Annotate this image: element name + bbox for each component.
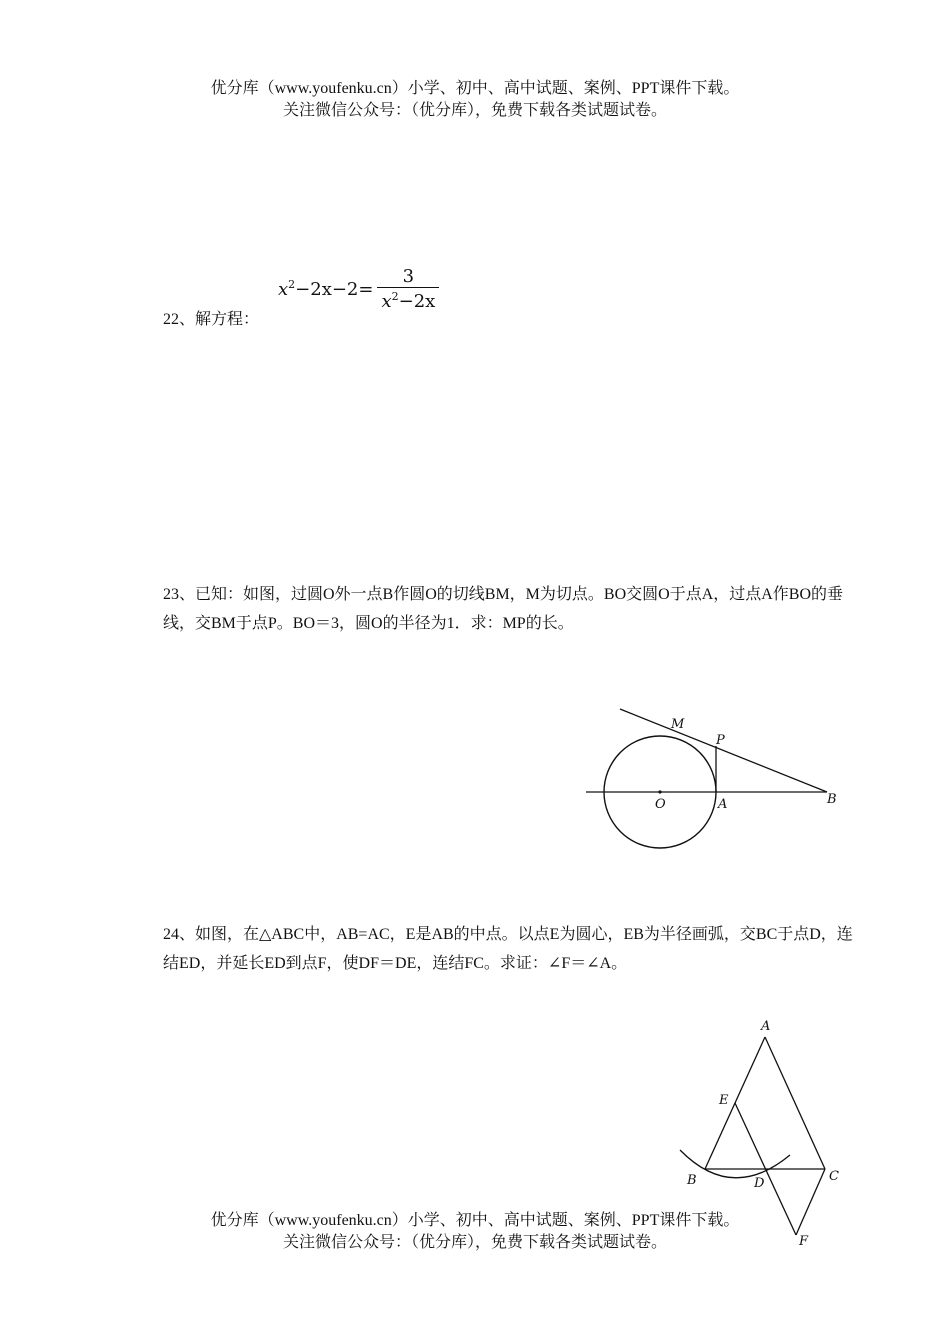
label-e: E [719, 1093, 729, 1108]
label-b-24: B [687, 1173, 697, 1188]
eq-den-exp: 2 [391, 290, 399, 303]
label-a-24: A [761, 1019, 771, 1034]
eq-lhs-x: x [278, 279, 289, 300]
tangent-bm [620, 709, 827, 792]
equation-22 [278, 266, 439, 312]
label-o: O [655, 797, 666, 812]
eq-lhs-exp: 2 [288, 278, 296, 291]
label-b: B [827, 792, 837, 807]
eq-lhs [278, 278, 373, 300]
eq-den-x: x [381, 291, 392, 312]
label-d: D [754, 1176, 765, 1191]
question-22-label: 22、解方程： [163, 311, 260, 328]
center-point-o [658, 790, 661, 793]
header-line-1: 优分库（www.youfenku.cn）小学、初中、高中试题、案例、PPT课件下载。 [210, 80, 740, 97]
label-f: F [799, 1234, 809, 1247]
eq-numerator: 3 [402, 266, 415, 287]
header-line-2: 关注微信公众号：（优分库），免费下载各类试题试卷。 [282, 102, 667, 119]
eq-fraction [377, 266, 439, 312]
label-a: A [718, 797, 728, 812]
side-ac [765, 1037, 825, 1169]
footer-line-1: 优分库（www.youfenku.cn）小学、初中、高中试题、案例、PPT课件下载。 [210, 1212, 740, 1229]
circle-tangent-figure [582, 700, 852, 860]
eq-den-rest: −2x [398, 291, 436, 312]
footer-line-2: 关注微信公众号：（优分库），免费下载各类试题试卷。 [282, 1234, 667, 1251]
label-m: M [671, 717, 685, 732]
eq-lhs-rest: −2x−2= [295, 279, 374, 300]
label-p: P [716, 733, 725, 748]
question-23-text: 23、已知：如图，过圆O外一点B作圆O的切线BM，M为切点。BO交圆O于点A，过点A作BO的垂线，交BM于点P。BO＝3，圆O的半径为1．求：MP的长。 [163, 586, 844, 632]
eq-denominator [377, 287, 439, 312]
label-c: C [829, 1169, 839, 1184]
question-24-text: 24、如图，在△ABC中，AB=AC，E是AB的中点。以点E为圆心，EB为半径画弧，交BC于点D，连结ED，并延长ED到点F，使DF＝DE，连结FC。求证：∠F＝∠A。 [163, 926, 853, 972]
